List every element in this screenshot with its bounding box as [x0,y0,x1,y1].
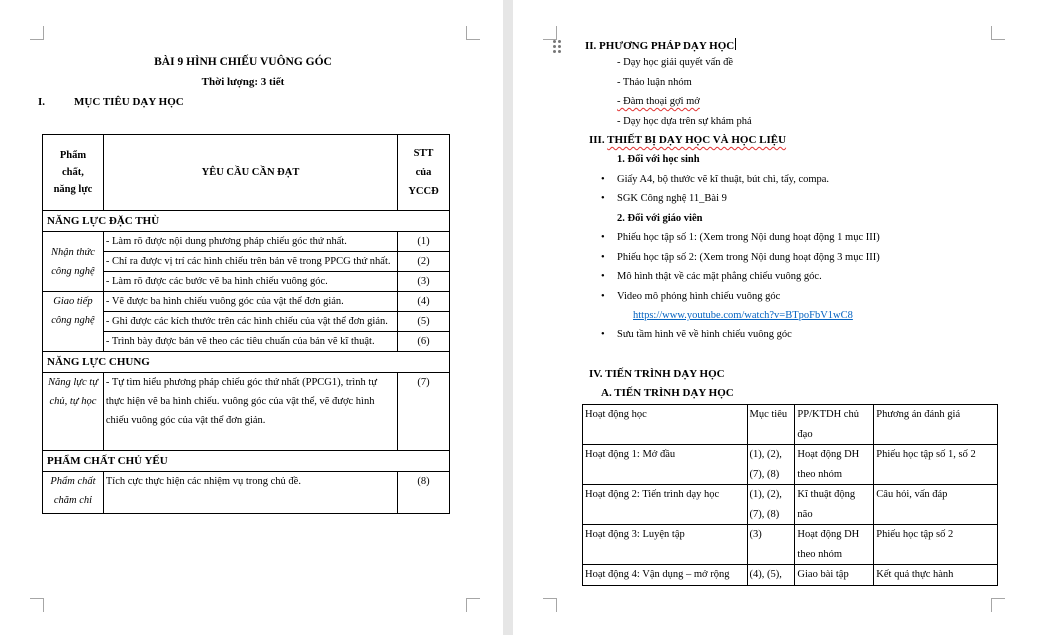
table-header-row [43,135,450,211]
list-item: • Phiếu học tập số 1: (Xem trong Nội dung hoạt động 1 mục III) [617,232,880,243]
header-objective: Mục tiêu [747,405,795,445]
subsection-a-title: A. TIẾN TRÌNH DẠY HỌC [601,387,734,399]
requirement-text: - Ghi được các kích thước trên các hình chiếu của vật thể đơn giản. [103,312,397,332]
group-title: NĂNG LỰC ĐẶC THÙ [43,211,450,232]
method-cell: Kĩ thuật động não [795,485,874,525]
list-item: • Phiếu học tập số 2: (Xem trong Nội dung hoạt động 3 mục III) [617,252,880,263]
group-title: NĂNG LỰC CHUNG [43,352,450,373]
crop-mark [543,598,557,612]
header-requirements: YÊU CẦU CẦN ĐẠT [103,135,397,211]
method-item: - Dạy học giải quyết vấn đề [617,57,734,68]
list-item: • Mô hình thật về các mặt phẳng chiếu vuông góc. [617,271,822,282]
requirement-text: - Vẽ được ba hình chiếu vuông góc của vật thể đơn giản. [103,292,397,312]
table-row [43,332,450,352]
activity-cell: Hoạt động 1: Mở đầu [583,445,748,485]
requirement-text: - Trình bày được bản vẽ theo các tiêu chuẩn của bản vẽ kĩ thuật. [103,332,397,352]
table-row [583,565,998,586]
table-row [43,252,450,272]
table-row [43,232,450,252]
row-label: Nhận thức công nghệ [43,232,104,292]
row-label: Phẩm chất chăm chỉ [43,472,104,514]
section-3-text: THIẾT BỊ DẠY HỌC VÀ HỌC LIỆU [607,134,787,146]
drag-handle-icon[interactable] [553,40,563,54]
assessment-cell: Câu hỏi, vấn đáp [874,485,998,525]
document-page-1[interactable] [0,0,503,635]
list-item: • SGK Công nghệ 11_Bài 9 [617,193,727,204]
requirement-number: (2) [398,252,450,272]
table-row [43,472,450,514]
list-item: • Giấy A4, bộ thước vẽ kĩ thuật, bút chì, tẩy, compa. [617,174,829,185]
assessment-cell: Phiếu học tập số 2 [874,525,998,565]
header-quality: Phẩm chất, năng lực [43,135,104,211]
section-number: I. [38,96,46,108]
header-stt: STT của YCCĐ [398,135,450,211]
list-item: • Sưu tầm hình vẽ về hình chiếu vuông góc [617,329,792,340]
activity-cell: Hoạt động 2: Tiến trình dạy học [583,485,748,525]
header-method: PP/KTDH chủ đạo [795,405,874,445]
objective-cell: (4), (5), [747,565,795,586]
objectives-table [42,134,450,514]
crop-mark [466,26,480,40]
section-3-number: III. [589,134,608,146]
method-item: - Thảo luận nhóm [617,77,692,88]
requirement-number: (3) [398,272,450,292]
lesson-title: BÀI 9 HÌNH CHIẾU VUÔNG GÓC [154,56,332,68]
crop-mark [991,26,1005,40]
requirement-text: Tích cực thực hiện các nhiệm vụ trong chủ đề. [103,472,397,514]
requirement-text: - Chỉ ra được vị trí các hình chiếu trên bản vẽ trong PPCG thứ nhất. [103,252,397,272]
method-cell: Hoạt động DH theo nhóm [795,445,874,485]
header-activity: Hoạt động học [583,405,748,445]
activity-cell: Hoạt động 3: Luyện tập [583,525,748,565]
table-row [583,485,998,525]
section-3-title [589,134,786,146]
method-cell: Giao bài tập [795,565,874,586]
section-4-title: IV. TIẾN TRÌNH DẠY HỌC [589,368,725,380]
header-assessment: Phương án đánh giá [874,405,998,445]
table-row [43,373,450,451]
requirement-number: (8) [398,472,450,514]
video-link[interactable]: https://www.youtube.com/watch?v=BTpoFbV1wC8 [633,310,853,321]
table-row [43,272,450,292]
table-row [583,525,998,565]
crop-mark [30,598,44,612]
requirement-number: (5) [398,312,450,332]
crop-mark [30,26,44,40]
activity-cell: Hoạt động 4: Vận dụng – mở rộng [583,565,748,586]
document-page-2[interactable] [513,0,1055,635]
table-header-row [583,405,998,445]
requirement-text: - Tự tìm hiểu phương pháp chiếu góc thứ nhất (PPCG1), trình tự thực hiện vẽ ba hình chiếu. vuông góc của vật thể, vẽ được hình chiếu vuông góc của vật thể đơn giản. [103,373,397,451]
group-title: PHẨM CHẤT CHỦ YẾU [43,451,450,472]
crop-mark [543,26,557,40]
section-title: MỤC TIÊU DẠY HỌC [74,96,184,108]
method-item: - Dạy học dựa trên sự khám phá [617,116,752,127]
requirement-number: (1) [398,232,450,252]
row-label: Năng lực tự chủ, tự học [43,373,104,451]
table-row [583,445,998,485]
objective-cell: (3) [747,525,795,565]
text-cursor [735,38,736,50]
assessment-cell: Phiếu học tập số 1, số 2 [874,445,998,485]
objective-cell: (1), (2), (7), (8) [747,445,795,485]
requirement-text: - Làm rõ được nội dung phương pháp chiếu góc thứ nhất. [103,232,397,252]
table-row [43,312,450,332]
method-cell: Hoạt động DH theo nhóm [795,525,874,565]
row-label: Giao tiếp công nghệ [43,292,104,352]
crop-mark [991,598,1005,612]
crop-mark [466,598,480,612]
subsection-students: 1. Đối với học sinh [617,154,700,165]
teaching-process-table [582,404,998,586]
assessment-cell: Kết quả thực hành [874,565,998,586]
list-item: • Video mô phỏng hình chiếu vuông góc [617,291,780,302]
requirement-text: - Làm rõ được các bước vẽ ba hình chiếu vuông góc. [103,272,397,292]
requirement-number: (7) [398,373,450,451]
subsection-teachers: 2. Đối với giáo viên [617,213,703,224]
method-item: - Đàm thoại gợi mở [617,96,700,107]
section-2-title[interactable]: II. PHƯƠNG PHÁP DẠY HỌC [585,40,735,52]
requirement-number: (4) [398,292,450,312]
requirement-number: (6) [398,332,450,352]
lesson-duration: Thời lượng: 3 tiết [201,76,285,88]
objective-cell: (1), (2), (7), (8) [747,485,795,525]
table-row [43,292,450,312]
